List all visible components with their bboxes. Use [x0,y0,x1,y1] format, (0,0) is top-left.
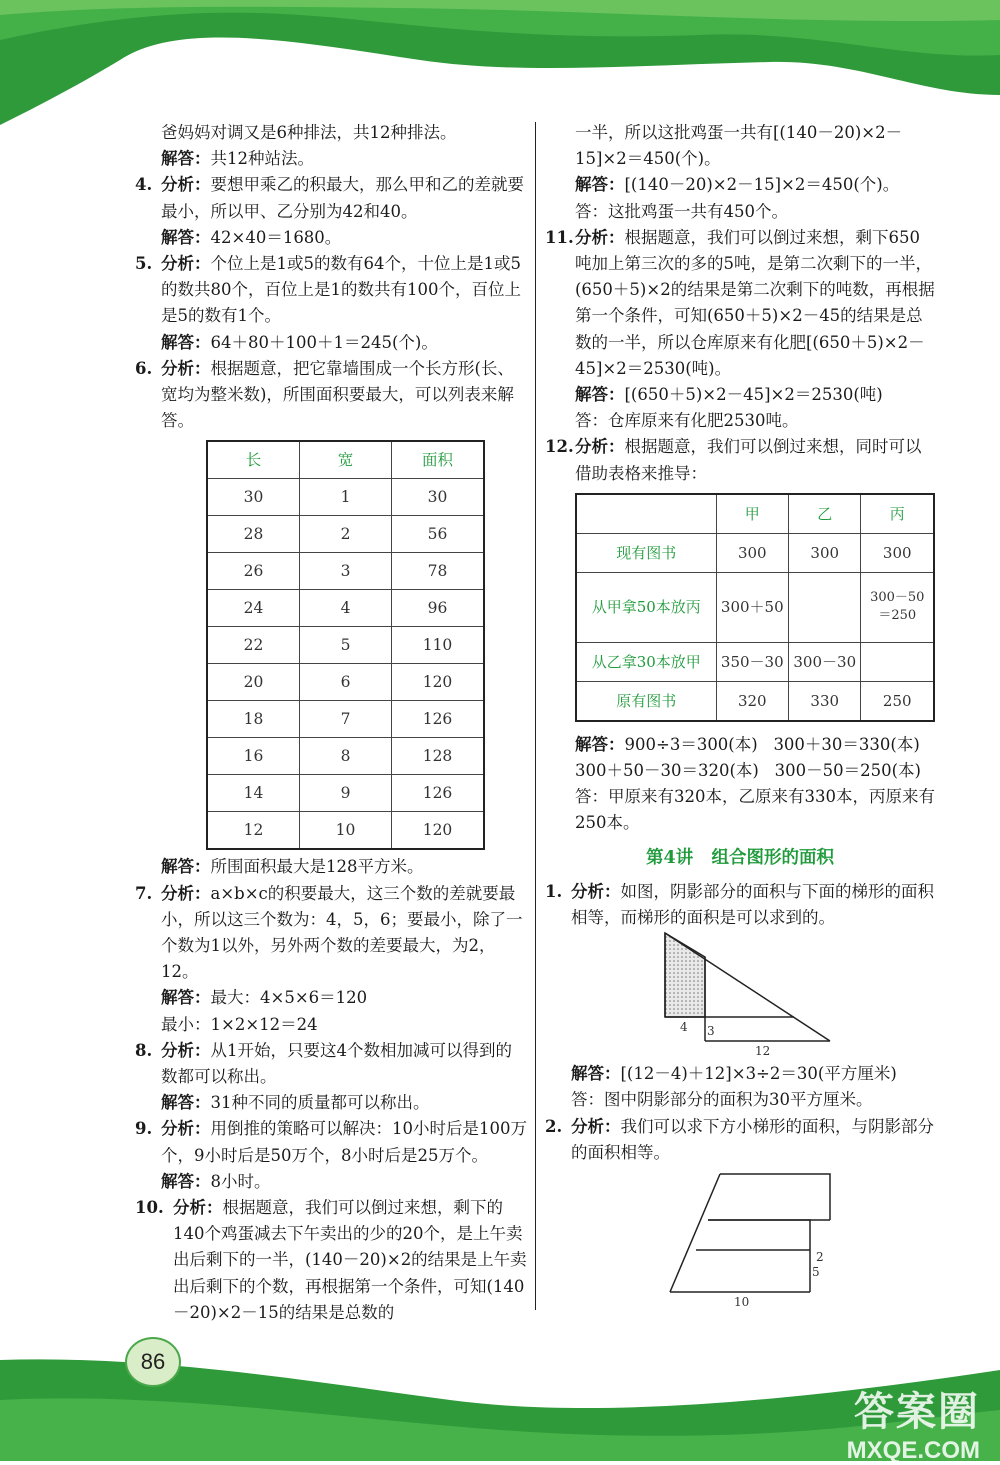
question-4: 4. 分析：要想甲乘乙的积最大，那么甲和乙的差就要最小，所以甲、乙分别为42和40。 解答：42×40＝1680。 [135,172,527,251]
header-area: 面积 [392,441,485,479]
table-cell: 18 [207,701,300,738]
question-12-answer: 解答：900÷3＝300(本) 300＋30＝330(本) 300＋50－30＝320(本) 300－50＝250(本) 答：甲原来有320本，乙原来有330本，丙原来有250本。 [575,734,935,833]
table-cell: 16 [207,738,300,775]
label-b: 5 [812,1265,820,1280]
question-number: 12. [545,437,574,457]
table-cell: 78 [392,553,485,590]
table-row [207,553,484,590]
table-row [207,701,484,738]
table-cell: 128 [392,738,485,775]
label-c: 12 [755,1044,771,1059]
question-12: 12. 分析：根据题意，我们可以倒过来想，同时可以借助表格来推导： [545,434,935,486]
table-cell: 10 [300,812,392,850]
trapezoid-figure-1 [640,931,900,1061]
table-row [207,479,484,516]
table-cell: 7 [300,701,392,738]
table-cell: 110 [392,627,485,664]
left-column [135,120,527,1326]
question-number: 7. [135,883,153,903]
table-cell: 126 [392,775,485,812]
table-cell: 2 [300,516,392,553]
table-cell: 30 [392,479,485,516]
question-number: 2. [545,1116,563,1136]
question-number: 11. [545,227,574,247]
question-8: 8. 分析：从1开始，只要这4个数相加减可以得到的数都可以称出。 解答：31种不同的质量都可以称出。 [135,1038,527,1117]
table-cell: 20 [207,664,300,701]
table-cell: 12 [207,812,300,850]
header-yi: 乙 [789,494,861,534]
intro-answer: 解答：共12种站法。 [161,149,314,169]
table-row: 从甲拿50本放丙 300＋50 300－50 ＝250 [576,572,934,642]
table-cell: 120 [392,664,485,701]
table-row [207,516,484,553]
table-row [207,812,484,850]
header-green-band [0,0,1000,140]
table-row [207,627,484,664]
trapezoid-figure-2 [650,1172,910,1312]
table-cell: 56 [392,516,485,553]
section-question-2: 2. 分析：我们可以求下方小梯形的面积，与阴影部分的面积相等。 [545,1114,935,1166]
table-cell: 96 [392,590,485,627]
table-cell: 26 [207,553,300,590]
watermark-main: 答案圈 [854,1390,980,1434]
table-row: 从乙拿30本放甲 350－30 300－30 [576,642,934,681]
watermark [847,1380,980,1465]
question-6-answer: 解答：所围面积最大是128平方米。 [161,857,424,877]
question-10-continued: 一半，所以这批鸡蛋一共有[(140－20)×2－15]×2＝450(个)。 解答：[(140－20)×2－15]×2＝450(个)。 答：这批鸡蛋一共有450个。 [575,123,903,221]
table-cell: 5 [300,627,392,664]
header-length: 长 [207,441,300,479]
table-cell: 126 [392,701,485,738]
right-column [545,120,935,1312]
table-row [207,775,484,812]
page-number: 86 [125,1337,181,1387]
question-number: 6. [135,358,153,378]
table-header-row [207,441,484,479]
question-number: 8. [135,1040,153,1060]
label-b: 3 [707,1024,715,1039]
table-cell: 14 [207,775,300,812]
book-transfer-table [575,493,935,722]
table-row [207,590,484,627]
label-c: 10 [734,1295,750,1310]
watermark-url: MXQE.COM [846,1437,980,1464]
label-a: 4 [680,1020,688,1035]
question-6: 6. 分析：根据题意，把它靠墙围成一个长方形(长、宽均为整米数)，所围面积要最大，可以列表来解答。 [135,356,527,435]
question-number: 4. [135,175,153,195]
question-number: 1. [545,881,563,901]
table-cell: 4 [300,590,392,627]
question-11: 11. 分析：根据题意，我们可以倒过来想，剩下650吨加上第三次的多的5吨，是第二次剩下的一半，(650＋5)×2的结果是第二次剩下的吨数，再根据第一个条件，可知(650＋5)×2－45的结果是总数的一半，所以仓库原来有化肥[(650＋5)×2－45]×2＝2530(吨)。 解答：[(650＋5)×2－45]×2＝2530(吨) 答：仓库原来有化肥2530吨。 [545,225,935,435]
header-jia: 甲 [716,494,788,534]
table-cell: 3 [300,553,392,590]
table-cell: 24 [207,590,300,627]
table-cell: 120 [392,812,485,850]
question-10: 10. 分析：根据题意，我们可以倒过来想，剩下的140个鸡蛋减去下午卖出的少的20个，是上午卖出后剩下的一半，(140－20)×2的结果是上午卖出后剩下的个数，再根据第一个条件，可知(140－20)×2－15的结果是总数的 [135,1195,527,1326]
header-width: 宽 [300,441,392,479]
length-width-area-table [206,440,485,850]
table-row: 原有图书 320 330 250 [576,681,934,721]
table-cell: 22 [207,627,300,664]
table-cell: 9 [300,775,392,812]
table-cell: 8 [300,738,392,775]
table-row: 现有图书 300 300 300 [576,533,934,572]
column-divider [535,122,536,1310]
section-question-1: 1. 分析：如图，阴影部分的面积与下面的梯形的面积相等，而梯形的面积是可以求到的。 [545,879,935,931]
question-5: 5. 分析：个位上是1或5的数有64个，十位上是1或5的数共80个，百位上是1的数共有100个，百位上是5的数有1个。 解答：64＋80＋100＋1＝245(个)。 [135,251,527,356]
question-number: 10. [135,1198,164,1218]
section-question-1-answer: 解答：[(12－4)＋12]×3÷2＝30(平方厘米) 答：图中阴影部分的面积为30平方厘米。 [571,1064,897,1110]
intro-text: 爸妈妈对调又是6种排法，共12种排法。 [161,123,457,142]
table-cell: 6 [300,664,392,701]
slanted-side [670,1174,720,1292]
question-7: 7. 分析：a×b×c的积要最大，这三个数的差就要最小，所以这三个数为：4，5，6；要最小，除了一个数为1以外，另外两个数的差要最大，为2，12。 解答：最大：4×5×6＝120 最小：1×2×12＝24 [135,881,527,1038]
table-cell: 1 [300,479,392,516]
label-a: 2 [816,1250,824,1265]
header-bing: 丙 [861,494,934,534]
section-heading: 第4讲 组合图形的面积 [646,847,834,868]
question-number: 9. [135,1119,153,1139]
question-9: 9. 分析：用倒推的策略可以解决：10小时后是100万个，9小时后是50万个，8小时后是25万个。 解答：8小时。 [135,1116,527,1195]
table-row [207,738,484,775]
table-cell: 28 [207,516,300,553]
table-row [207,664,484,701]
question-number: 5. [135,254,153,274]
table-cell: 30 [207,479,300,516]
table-header-row [576,494,934,534]
